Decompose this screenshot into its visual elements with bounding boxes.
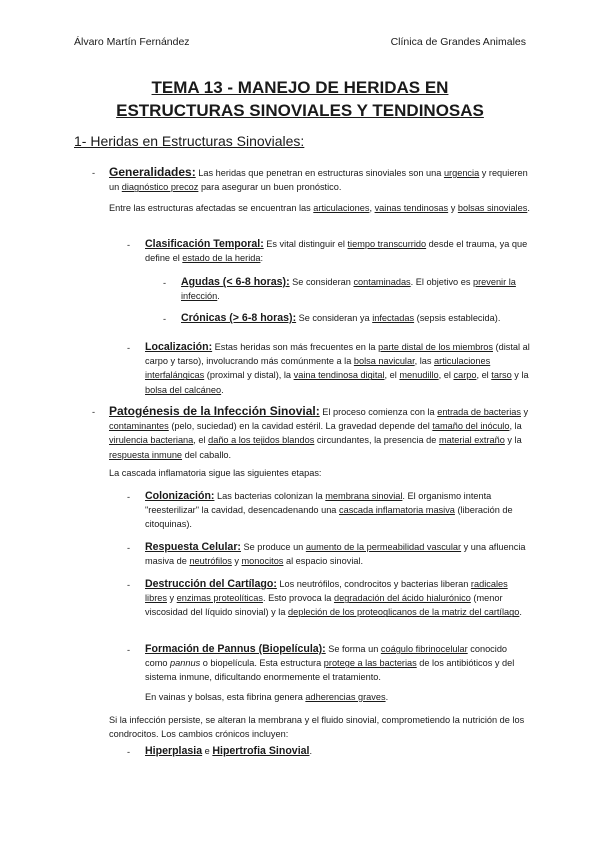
respuesta-paragraph: Respuesta Celular: Se produce un aumento de la permeabilidad vascular y una afluencia masiva de neutrófilos y monocitos al espacio sinovial. bbox=[145, 541, 526, 567]
clasificacion-heading: Clasificación Temporal: bbox=[145, 238, 264, 250]
generalidades-heading: Generalidades: bbox=[109, 165, 196, 179]
destruccion-paragraph: Destrucción del Cartílago: Los neutrófilos, condrocitos y bacterias liberan radicales libres y enzimas proteolíticas. Esto provoca la degradación del ácido hialurónico (menor viscosidad del líquido sinovial) y la depleción de los proteoglicanos de la matriz del cartílago. bbox=[145, 578, 522, 618]
bullet-dash: - bbox=[127, 645, 131, 655]
bullet-dash: - bbox=[127, 580, 131, 590]
clasificacion-paragraph: Clasificación Temporal: Es vital distinguir el tiempo transcurrido desde el trauma, ya que define el estado de la herida: bbox=[145, 238, 528, 264]
bullet-dash: - bbox=[127, 543, 131, 553]
pannus-paragraph: Formación de Pannus (Biopelícula): Se forma un coágulo fibrinocelular conocido como pannus o biopelícula. Esta estructura protege a las bacterias de los antibióticos y del sistema inmune, dificultando enormemente el tratamiento. bbox=[145, 643, 515, 683]
patogenesis-paragraph: Patogénesis de la Infección Sinovial: El proceso comienza con la entrada de bacterias y contaminantes (pelo, suciedad) en la cavidad estéril. La gravedad depende del tamaño del inóculo, la virulencia bacteriana, el daño a los tejidos blandos circundantes, la presencia de material extraño y la respuesta inmune del caballo. bbox=[109, 404, 529, 460]
agudas-paragraph: Agudas (< 6-8 horas): Se consideran contaminadas. El objetivo es prevenir la infección. bbox=[181, 276, 516, 302]
bullet-dash: - bbox=[127, 747, 131, 757]
bullet-dash: - bbox=[92, 407, 96, 417]
bullet-dash: - bbox=[127, 240, 131, 250]
section-heading: 1- Heridas en Estructuras Sinoviales: bbox=[74, 133, 305, 149]
cascade-intro: La cascada inflamatoria sigue las siguientes etapas: bbox=[109, 468, 322, 478]
agudas-heading: Agudas (< 6-8 horas): bbox=[181, 276, 290, 288]
generalidades-paragraph: Generalidades: Las heridas que penetran en estructuras sinoviales son una urgencia y requieren un diagnóstico precoz para asegurar un buen pronóstico. bbox=[109, 165, 528, 193]
bullet-dash: - bbox=[127, 343, 131, 353]
localizacion-paragraph: Localización: Estas heridas son más frecuentes en la parte distal de los miembros (distal al carpo y tarso), involucrando más comúnmente a la bolsa navicular, las articulaciones interfalángicas (proximal y distal), la vaina tendinosa digital, el menudillo, el carpo, el tarso y la bolsa del calcáneo. bbox=[145, 341, 530, 395]
pannus-adherencias-paragraph: En vainas y bolsas, esta fibrina genera adherencias graves. bbox=[145, 692, 389, 702]
destruccion-heading: Destrucción del Cartílago: bbox=[145, 578, 277, 590]
bullet-dash: - bbox=[163, 278, 167, 288]
header-course: Clínica de Grandes Animales bbox=[390, 36, 526, 48]
cronicas-heading: Crónicas (> 6-8 horas): bbox=[181, 312, 297, 324]
generalidades-structures-paragraph: Entre las estructuras afectadas se encuentran las articulaciones, vainas tendinosas y bolsas sinoviales. bbox=[109, 203, 530, 213]
header-author: Álvaro Martín Fernández bbox=[74, 36, 190, 48]
bullet-dash: - bbox=[127, 492, 131, 502]
page-title-line-1: TEMA 13 - MANEJO DE HERIDAS EN bbox=[151, 78, 449, 97]
patogenesis-heading: Patogénesis de la Infección Sinovial: bbox=[109, 404, 320, 418]
cronicas-paragraph: Crónicas (> 6-8 horas): Se consideran ya infectadas (sepsis establecida). bbox=[181, 312, 501, 324]
colonizacion-heading: Colonización: bbox=[145, 490, 215, 502]
page-title-line-2: ESTRUCTURAS SINOVIALES Y TENDINOSAS bbox=[116, 101, 484, 120]
pannus-heading: Formación de Pannus (Biopelícula): bbox=[145, 643, 326, 655]
hiperplasia-paragraph: Hiperplasia e Hipertrofia Sinovial. bbox=[145, 745, 313, 757]
bullet-dash: - bbox=[92, 168, 96, 178]
persiste-paragraph: Si la infección persiste, se alteran la membrana y el fluido sinovial, comprometiendo la nutrición de los condrocitos. Los cambios crónicos incluyen: bbox=[109, 715, 525, 740]
localizacion-heading: Localización: bbox=[145, 341, 213, 353]
respuesta-heading: Respuesta Celular: bbox=[145, 541, 241, 553]
bullet-dash: - bbox=[163, 314, 167, 324]
colonizacion-paragraph: Colonización: Las bacterias colonizan la membrana sinovial. El organismo intenta "reesterilizar" la cavidad, desencadenando una cascada inflamatoria masiva (liberación de citoquinas). bbox=[145, 490, 513, 530]
